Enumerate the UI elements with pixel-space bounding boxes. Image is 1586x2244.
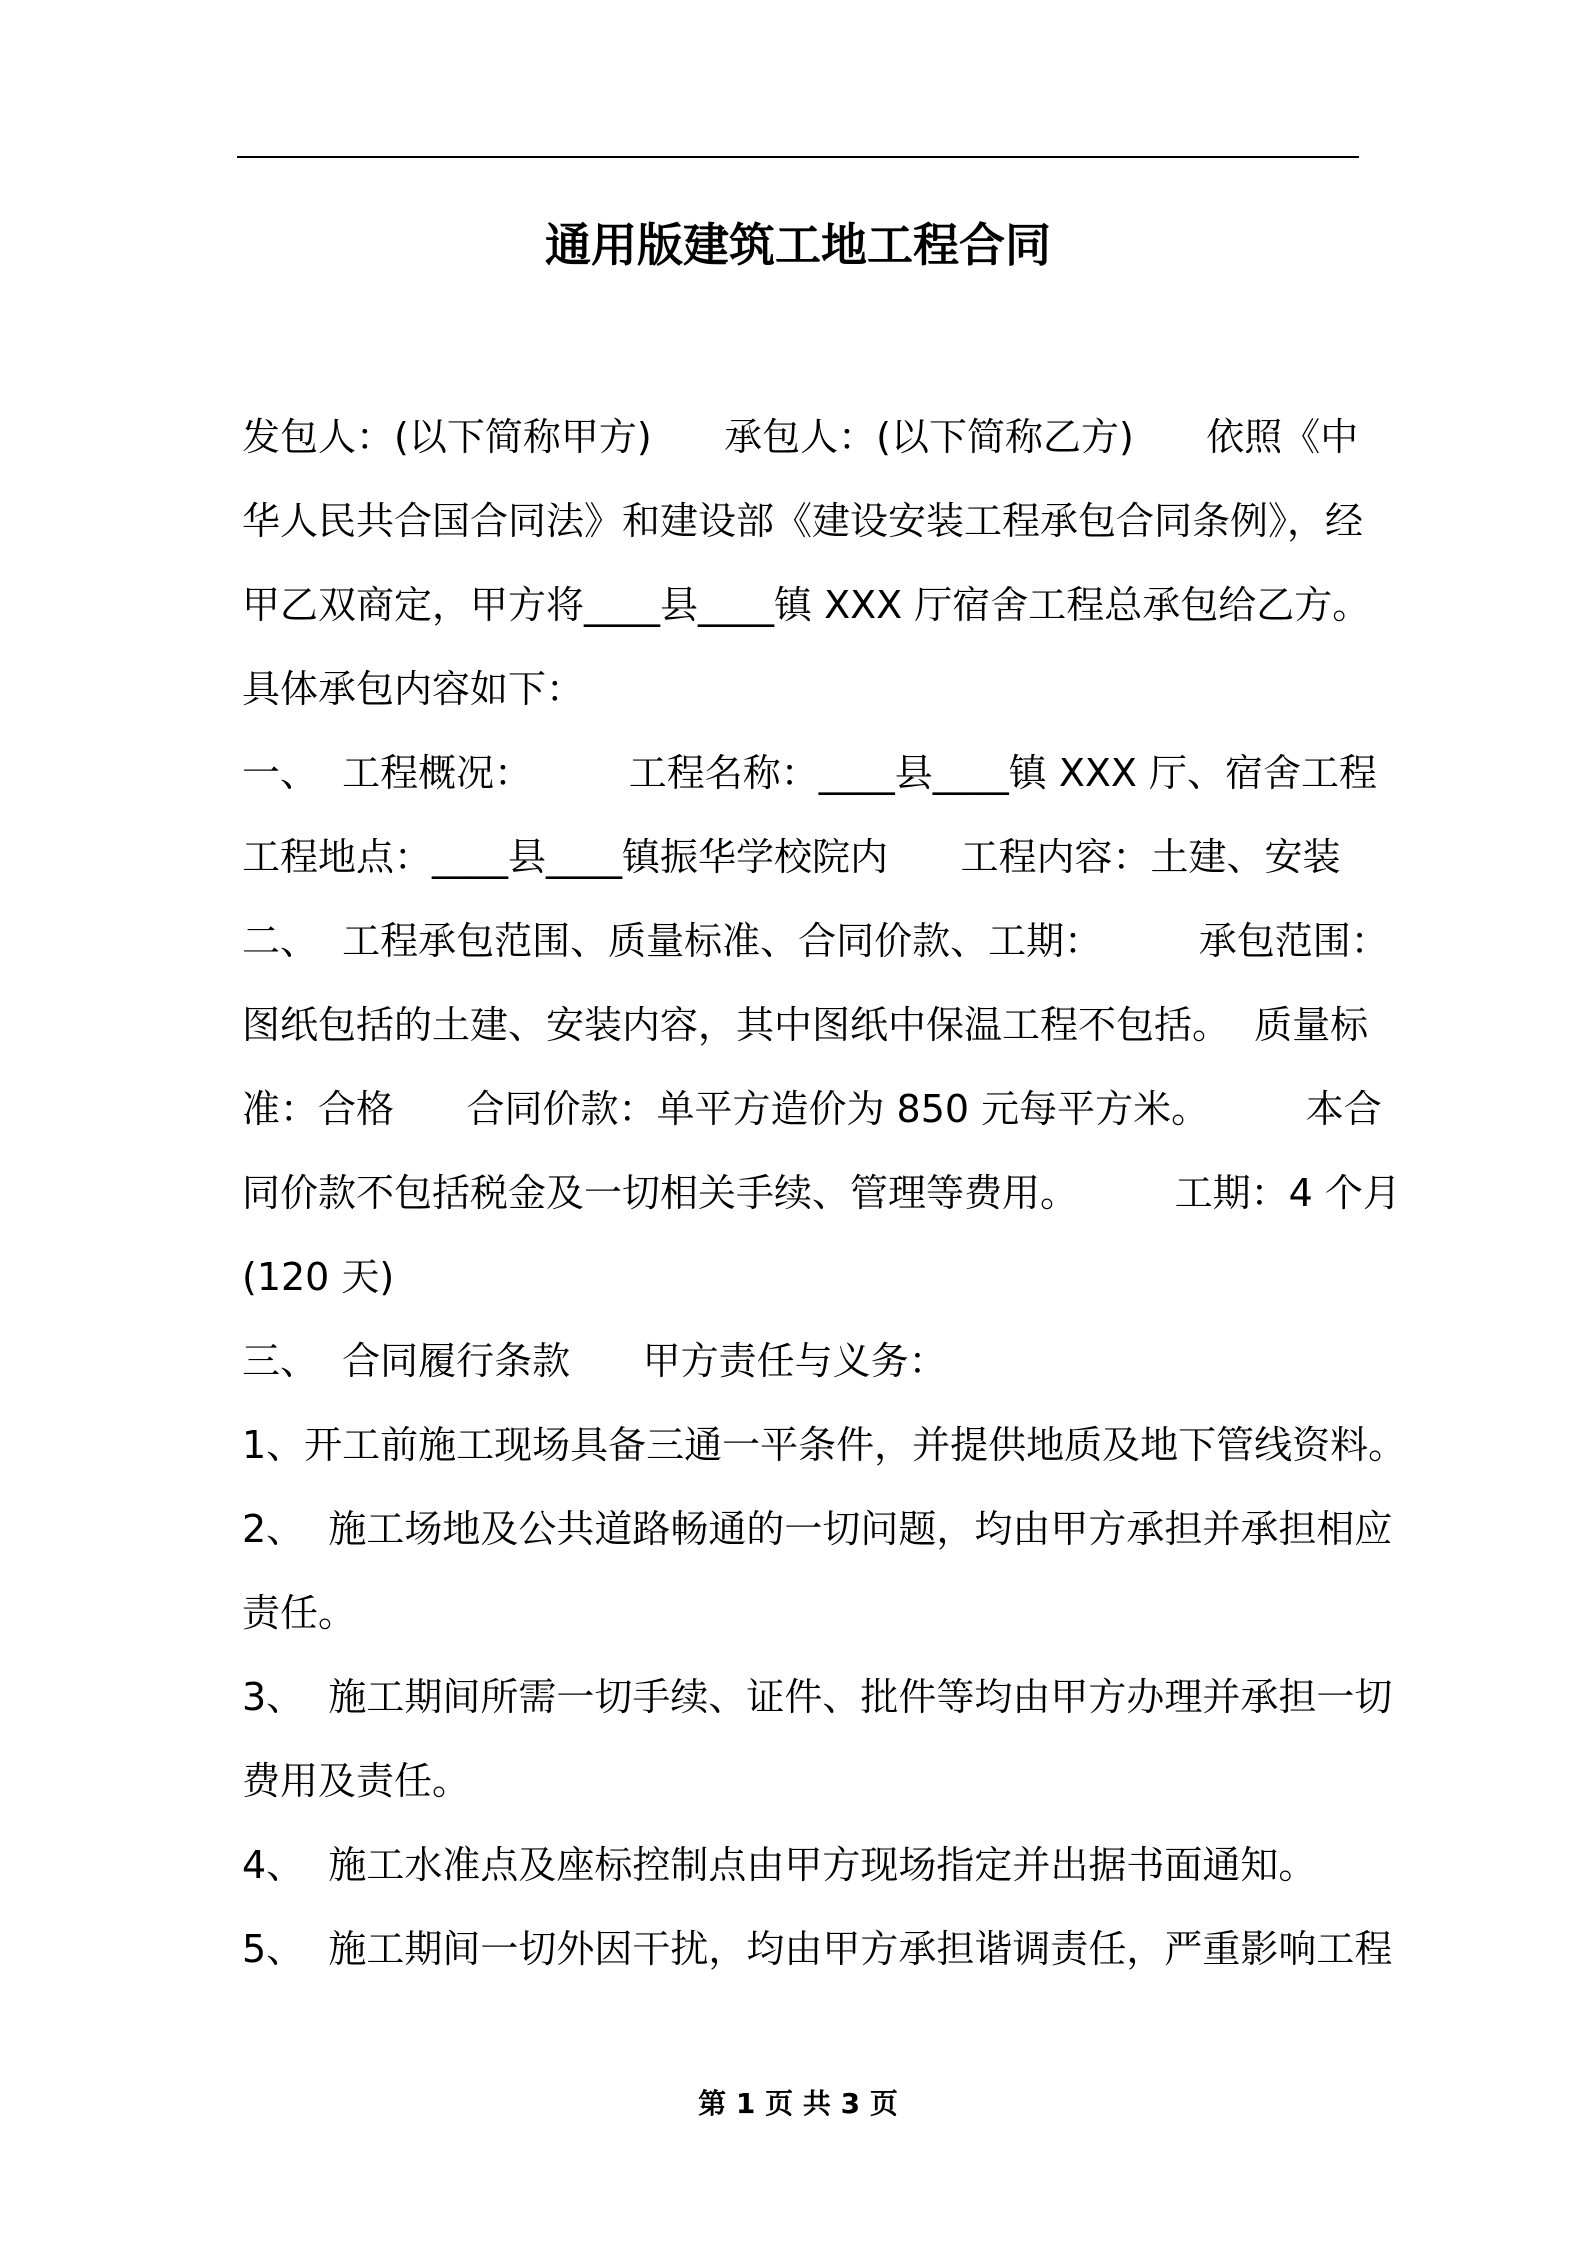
body-line: 具体承包内容如下： (242, 667, 585, 711)
contract-body (242, 395, 1407, 1991)
body-line: 三、 合同履行条款 甲方责任与义务： (242, 1339, 947, 1383)
body-line: 甲乙双商定，甲方将____县____镇 XXX 厅宿舍工程总承包给乙方。 (242, 583, 1371, 627)
body-line: 费用及责任。 (242, 1759, 471, 1803)
body-line: 工程地点：____县____镇振华学校院内 工程内容：土建、安装 (242, 835, 1341, 879)
body-line: 准：合格 合同价款：单平方造价为 850 元每平方米。 本合 (242, 1087, 1382, 1131)
body-line: 二、 工程承包范围、质量标准、合同价款、工期： 承包范围： (242, 919, 1389, 963)
header-rule (237, 156, 1359, 158)
body-line: 一、 工程概况： 工程名称：____县____镇 XXX 厅、宿舍工程 (242, 751, 1378, 795)
page-number-footer: 第 1 页 共 3 页 (698, 2087, 898, 2120)
body-line: 同价款不包括税金及一切相关手续、管理等费用。 工期：4 个月 (242, 1171, 1401, 1215)
body-line: 华人民共合国合同法》和建设部《建设安装工程承包合同条例》，经 (242, 499, 1364, 543)
document-title: 通用版建筑工地工程合同 (545, 218, 1051, 272)
body-line: 1、开工前施工现场具备三通一平条件，并提供地质及地下管线资料。 (242, 1423, 1407, 1467)
body-line: 图纸包括的土建、安装内容，其中图纸中保温工程不包括。 质量标 (242, 1003, 1369, 1047)
body-line: 2、 施工场地及公共道路畅通的一切问题，均由甲方承担并承担相应 (242, 1507, 1393, 1551)
body-line: 3、 施工期间所需一切手续、证件、批件等均由甲方办理并承担一切 (242, 1675, 1393, 1719)
body-line: 发包人：(以下简称甲方) 承包人：(以下简称乙方) 依照《中 (242, 415, 1359, 459)
body-line: (120 天) (242, 1255, 395, 1299)
body-line: 5、 施工期间一切外因干扰，均由甲方承担谐调责任，严重影响工程 (242, 1927, 1393, 1971)
body-line: 4、 施工水准点及座标控制点由甲方现场指定并出据书面通知。 (242, 1843, 1317, 1887)
body-line: 责任。 (242, 1591, 357, 1635)
